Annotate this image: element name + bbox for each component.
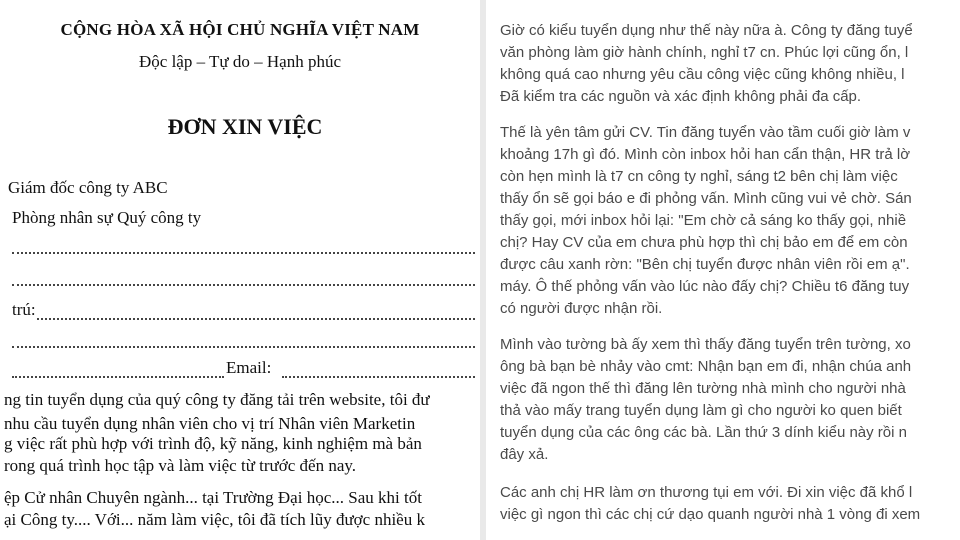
- blank-line: [34, 318, 475, 320]
- post-line: máy. Ô thế phỏng vấn vào lúc nào đấy chị? Chiều t6 đăng tuy: [500, 278, 910, 295]
- letter-paragraph-line: g việc rất phù hợp với trình độ, kỹ năng, kinh nghiệm mà bản: [4, 434, 422, 453]
- social-post: [486, 0, 960, 540]
- post-line: việc gì ngon thì các chị cứ dạo quanh người nhà 1 vòng đi xem: [500, 506, 921, 523]
- post-line: Thế là yên tâm gửi CV. Tin đăng tuyển vào tầm cuối giờ làm v: [500, 124, 911, 141]
- post-line: thấy ổn sẽ gọi báo e đi phỏng vấn. Mình cũng vui vẻ chờ. Sán: [500, 190, 912, 207]
- blank-line: [12, 252, 475, 254]
- post-line: thả vào mấy trang tuyển dụng làm gì cho người ko quen biết: [500, 402, 902, 419]
- blank-line: [12, 346, 475, 348]
- letter-title: ĐƠN XIN VIỆC: [167, 114, 323, 139]
- post-line: không quá cao nhưng yêu cầu công việc cũng không nhiều, l: [500, 66, 905, 83]
- national-motto: Độc lập – Tự do – Hạnh phúc: [139, 52, 341, 71]
- post-line: tuyển dụng của các ông các bà. Lần thứ 3 dính kiểu này rồi n: [500, 424, 907, 441]
- letter-paragraph-line: ng tin tuyển dụng của quý công ty đăng tải trên website, tôi đư: [4, 390, 430, 409]
- letter-paragraph-line: ệp Cử nhân Chuyên ngành... tại Trường Đại học... Sau khi tốt: [4, 488, 422, 507]
- post-line: Mình vào tường bà ấy xem thì thấy đăng tuyển trên tường, xo: [500, 336, 911, 353]
- post-line: ông bà bạn bè nhảy vào cmt: Nhận bạn em đi, nhận chúa anh: [500, 358, 912, 375]
- letter-paragraph-line: ại Công ty.... Với... năm làm việc, tôi đã tích lũy được nhiều k: [4, 510, 425, 529]
- recipient-hr: Phòng nhân sự Quý công ty: [12, 208, 202, 227]
- post-line: văn phòng làm giờ hành chính, nghỉ t7 cn. Phúc lợi cũng ổn, l: [500, 44, 909, 61]
- blank-line: [12, 376, 224, 378]
- recipient-director: Giám đốc công ty ABC: [8, 178, 168, 197]
- post-line: được câu xanh rờn: "Bên chị tuyển được nhân viên rồi em ạ".: [500, 256, 910, 273]
- post-line: Các anh chị HR làm ơn thương tụi em với. Đi xin việc đã khổ l: [500, 484, 913, 501]
- post-line: thấy gọi, mới inbox hỏi lại: "Em chờ cả sáng ko thấy gọi, nhiề: [500, 212, 907, 229]
- blank-line: [12, 284, 475, 286]
- post-line: việc đã ngon thế thì đăng lên tường nhà mình cho người nhà: [500, 380, 906, 397]
- residence-label: trú:: [12, 300, 36, 319]
- post-line: Đã kiểm tra các nguồn và xác định không phải đa cấp.: [500, 88, 862, 105]
- blank-line: [282, 376, 475, 378]
- post-line: chị? Hay CV của em chưa phù hợp thì chị bảo em để em còn: [500, 234, 908, 251]
- post-line: Giờ có kiểu tuyển dụng như thế này nữa à. Công ty đăng tuyể: [500, 22, 913, 39]
- post-line: khoảng 17h gì đó. Mình còn inbox hỏi han cẩn thận, HR trả lờ: [500, 146, 911, 163]
- email-label: Email:: [226, 358, 272, 377]
- nation-heading: CỘNG HÒA XÃ HỘI CHỦ NGHĨA VIỆT NAM: [60, 20, 420, 39]
- post-line: còn hẹn mình là t7 cn công ty nghỉ, sáng t2 bên chị làm việc: [500, 168, 898, 185]
- post-line: đây xả.: [500, 446, 549, 463]
- letter-paragraph-line: nhu cầu tuyển dụng nhân viên cho vị trí Nhân viên Marketin: [4, 414, 416, 433]
- post-line: có người được nhận rồi.: [500, 300, 663, 317]
- letter-paragraph-line: rong quá trình học tập và làm việc từ trước đến nay.: [4, 456, 357, 475]
